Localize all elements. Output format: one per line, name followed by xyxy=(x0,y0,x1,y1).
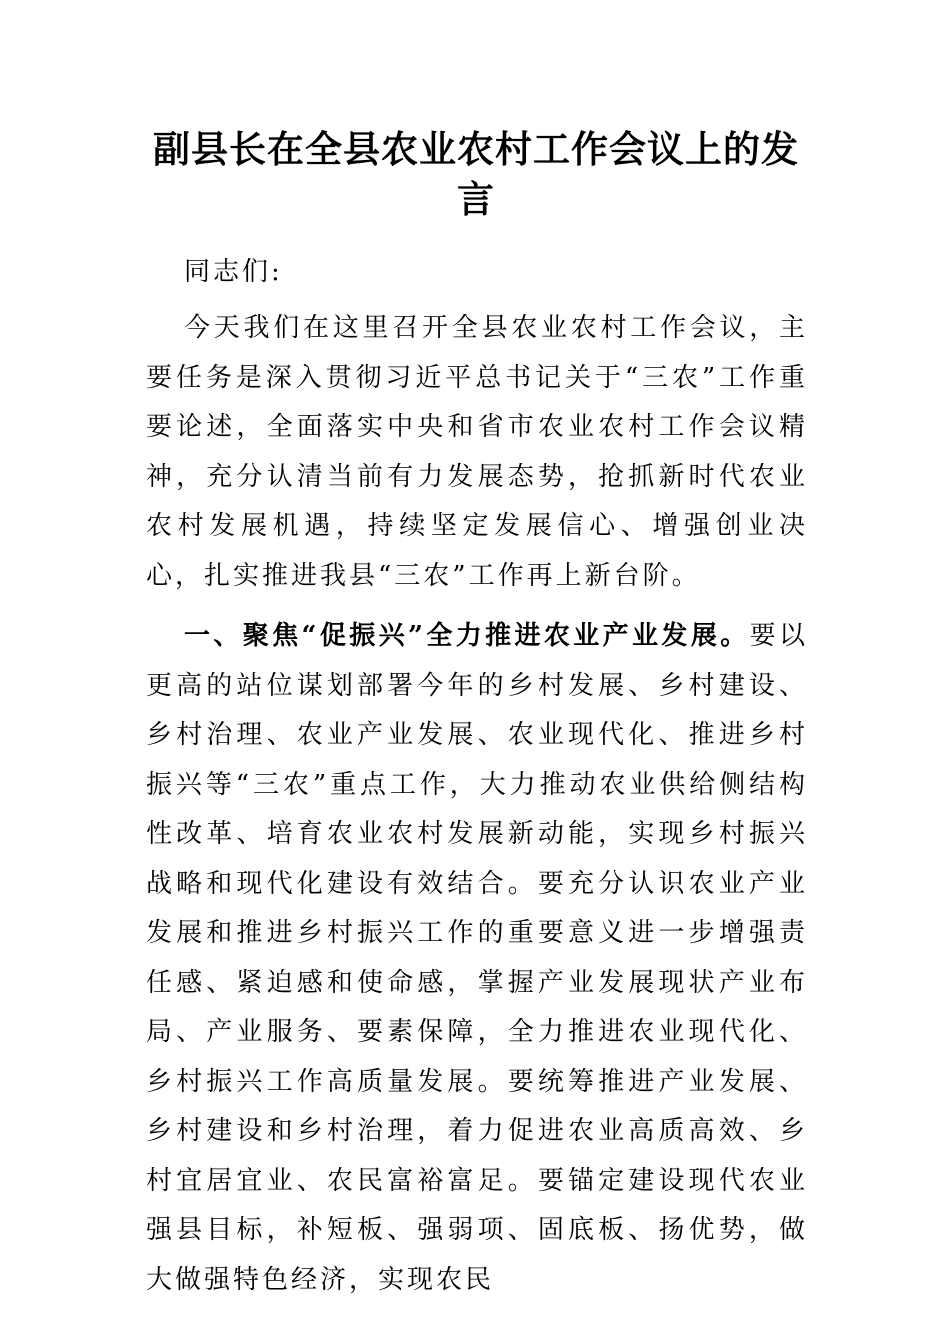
document-title: 副县长在全县农业农村工作会议上的发言 xyxy=(153,127,799,221)
paragraph-section-1 xyxy=(146,612,808,1305)
paragraph-intro: 今天我们在这里召开全县农业农村工作会议，主要任务是深入贯彻习近平总书记关于“三农”工作重要论述，全面落实中央和省市农业农村工作会议精神，充分认清当前有力发展态势，抢抓新时代农业农村发展机遇，持续坚定发展信心、增强创业决心，扎实推进我县“三农”工作再上新台阶。 xyxy=(146,313,808,591)
greeting: 同志们: xyxy=(184,257,283,287)
section-heading: 一、聚焦“促振兴”全力推进农业产业发展。 xyxy=(184,621,750,651)
section-text: 要以更高的站位谋划部署今年的乡村发展、乡村建设、乡村治理、农业产业发展、农业现代化、推进乡村振兴等“三农”重点工作，大力推动农业供给侧结构性改革、培育农业农村发展新动能，实现乡村振兴战略和现代化建设有效结合。要充分认识农业产业发展和推进乡村振兴工作的重要意义进一步增强责任感、紧迫感和使命感，掌握产业发展现状产业布局、产业服务、要素保障，全力推进农业现代化、乡村振兴工作高质量发展。要统筹推进产业发展、乡村建设和乡村治理，着力促进农业高质高效、乡村宜居宜业、农民富裕富足。要锚定建设现代农业强县目标，补短板、强弱项、固底板、扬优势，做大做强特色经济，实现农民 xyxy=(146,621,808,1295)
